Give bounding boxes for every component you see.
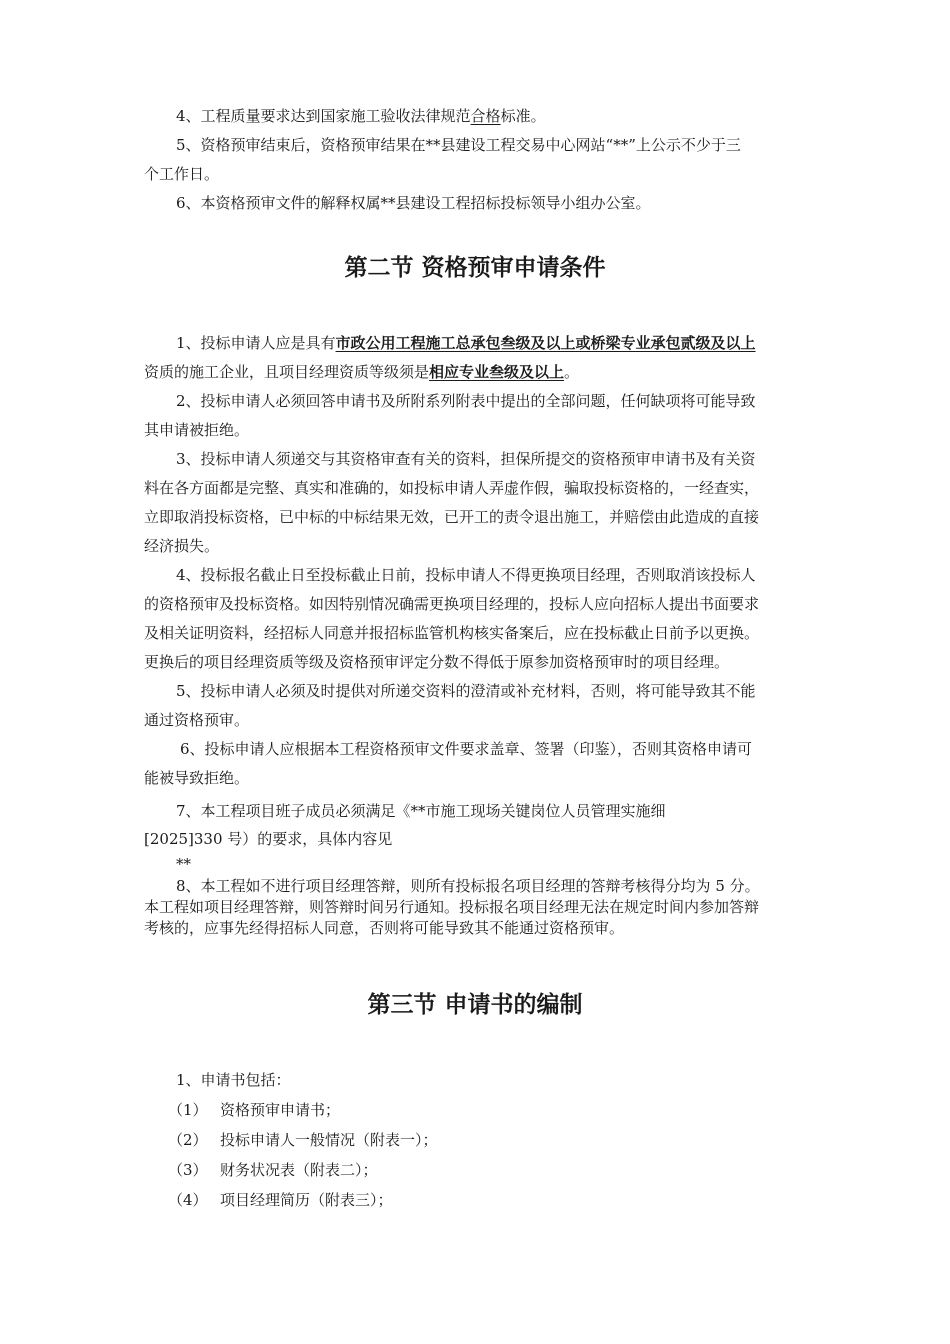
condition-1 [144, 329, 834, 387]
text-run: 资质的施工企业，且项目经理资质等级须是 [144, 363, 430, 381]
list-item [168, 1155, 438, 1185]
text-line: 料在各方面都是完整、真实和准确的，如投标申请人弄虚作假，骗取投标资格的，一经查实， [144, 479, 760, 497]
condition-3 [144, 445, 834, 561]
list-number: （1） [168, 1101, 208, 1119]
manager-qualification: 相应专业叁级及以上 [429, 363, 565, 381]
condition-8 [144, 876, 834, 939]
text-line: 其申请被拒绝。 [144, 421, 250, 439]
text-line: 7、本工程项目班子成员必须满足《**市施工现场关键岗位人员管理实施细 [176, 802, 666, 820]
section-3-title: 第三节 申请书的编制 [367, 992, 583, 1018]
text-line: 3、投标申请人须递交与其资格审查有关的资料，担保所提交的资格预审申请书及有关资 [176, 450, 756, 468]
application-contents-list [168, 1095, 438, 1215]
text-line: 立即取消投标资格，已中标的中标结果无效，已开工的责令退出施工，并赔偿由此造成的直接 [144, 508, 760, 526]
text-line: 8、本工程如不进行项目经理答辩，则所有投标报名项目经理的答辩考核得分均为 5 分。 [176, 877, 760, 895]
intro-item-4 [144, 102, 834, 131]
list-item [168, 1185, 438, 1215]
text-line: 及相关证明资料，经招标人同意并报招标监管机构核实备案后，应在投标截止日前予以更换。 [144, 624, 760, 642]
item-text: 4、工程质量要求达到国家施工验收法律规范 [176, 107, 471, 125]
section-3-lead [144, 1066, 834, 1095]
list-text: 投标申请人一般情况（附表一）； [220, 1131, 438, 1149]
text-line: ** [176, 855, 191, 873]
text-line: 4、投标报名截止日至投标截止日前，投标申请人不得更换项目经理，否则取消该投标人 [176, 566, 756, 584]
condition-7 [144, 797, 834, 876]
list-text: 资格预审申请书； [220, 1101, 341, 1119]
item-text: 标准。 [500, 107, 546, 125]
list-text: 财务状况表（附表二）； [220, 1161, 378, 1179]
list-number: （2） [168, 1131, 208, 1149]
text-line: 5、投标申请人必须及时提供对所递交资料的澄清或补充材料，否则，将可能导致其不能 [176, 682, 756, 700]
underlined-term: 合格 [470, 107, 501, 125]
text-line: 更换后的项目经理资质等级及资格预审评定分数不得低于原参加资格预审时的项目经理。 [144, 653, 730, 671]
list-item [168, 1125, 438, 1155]
text-line: 6、本资格预审文件的解释权属**县建设工程招标投标领导小组办公室。 [176, 194, 651, 212]
list-number: （4） [168, 1191, 208, 1209]
text-line: [2025]330 号）的要求，具体内容见 [144, 830, 393, 848]
text-line: 6、投标申请人应根据本工程资格预审文件要求盖章、签署（印鉴），否则其资格申请可 [180, 740, 753, 758]
text-line: 本工程如项目经理答辩，则答辩时间另行通知。投标报名项目经理无法在规定时间内参加答辩 [144, 898, 760, 916]
intro-item-6 [144, 189, 834, 218]
condition-6 [144, 735, 834, 793]
intro-item-5 [144, 131, 834, 189]
text-run: 。 [564, 363, 580, 381]
list-number: （3） [168, 1161, 208, 1179]
condition-2 [144, 387, 834, 445]
qualification-requirement: 市政公用工程施工总承包叁级及以上或桥梁专业承包贰级及以上 [335, 334, 756, 352]
section-2-title: 第二节 资格预审申请条件 [344, 255, 606, 281]
text-line: 经济损失。 [144, 537, 220, 555]
list-text: 项目经理简历（附表三）； [220, 1191, 393, 1209]
text-line: 能被导致拒绝。 [144, 769, 250, 787]
text-line: 的资格预审及投标资格。如因特别情况确需更换项目经理的，投标人应向招标人提出书面要求 [144, 595, 760, 613]
text-line: 1、申请书包括： [176, 1071, 291, 1089]
text-line: 考核的，应事先经得招标人同意，否则将可能导致其不能通过资格预审。 [144, 919, 625, 937]
text-run: 1、投标申请人应是具有 [176, 334, 336, 352]
text-line: 通过资格预审。 [144, 711, 250, 729]
text-line: 2、投标申请人必须回答申请书及所附系列附表中提出的全部问题，任何缺项将可能导致 [176, 392, 756, 410]
condition-5 [144, 677, 834, 735]
condition-4 [144, 561, 834, 677]
text-line: 个工作日。 [144, 165, 220, 183]
text-line: 5、资格预审结束后，资格预审结果在**县建设工程交易中心网站“**”上公示不少于三 [176, 136, 741, 154]
list-item [168, 1095, 438, 1125]
